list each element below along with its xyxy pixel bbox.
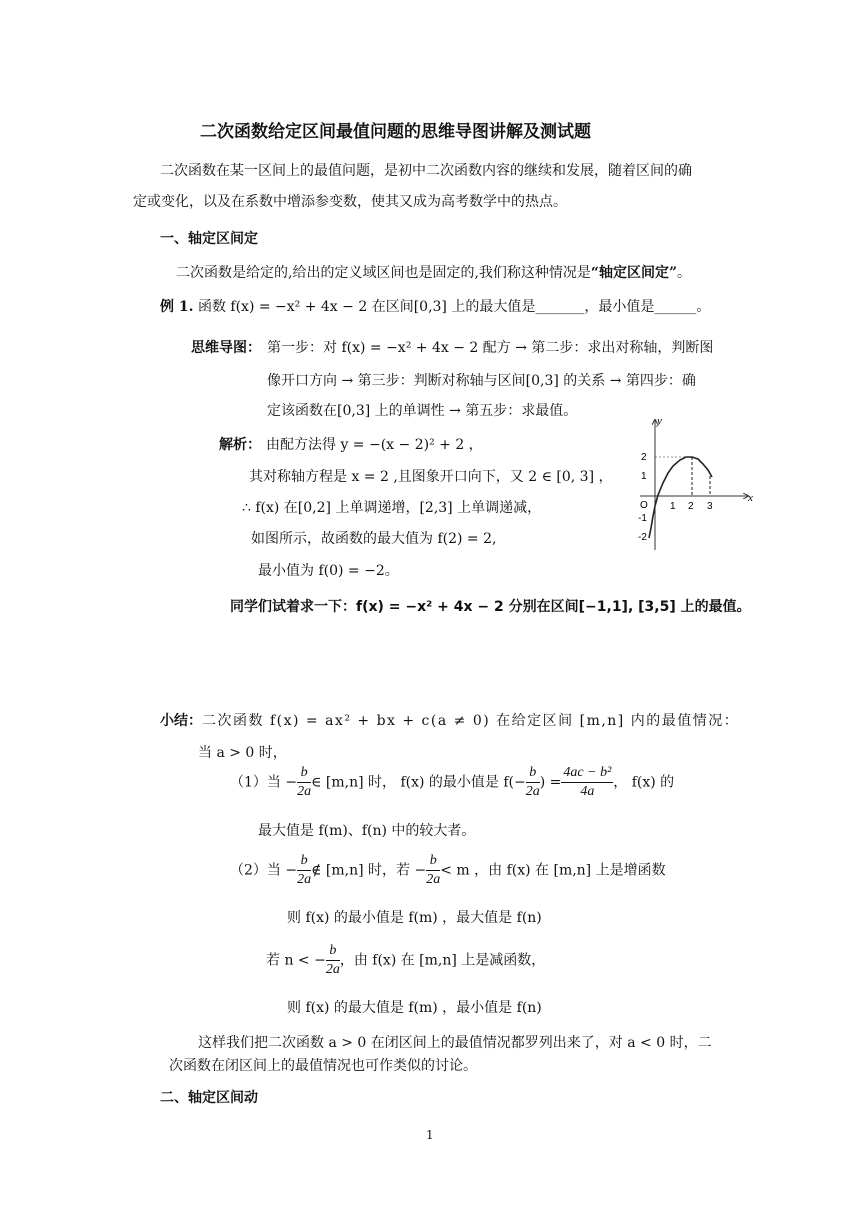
- section1-heading: 一、轴定区间定: [160, 231, 258, 247]
- mindmap-label: 思维导图：: [191, 340, 261, 356]
- case2-pre: （2）当 −: [230, 862, 298, 879]
- case2-post: < m ，由 f(x) 在 [m,n] 上是增函数: [440, 862, 666, 879]
- x-tick-2: 2: [688, 501, 694, 512]
- summary-label: 小结：: [160, 713, 202, 729]
- fraction-den: 2a: [297, 784, 312, 799]
- section1-desc-bold: “轴定区间定”: [590, 265, 678, 281]
- fraction-b-2a: [326, 942, 340, 979]
- summary-case-a: 当 a > 0 时，: [198, 745, 287, 761]
- page-number: 1: [426, 1128, 434, 1142]
- mindmap-line-2: 像开口方向 → 第三步：判断对称轴与区间[0,3] 的关系 → 第四步：确: [267, 373, 696, 389]
- case2-mid: ∉ [m,n] 时，若 −: [311, 862, 427, 879]
- y-tick-2: 2: [641, 452, 647, 463]
- fraction-num: b: [297, 852, 311, 871]
- fraction-den: 2a: [297, 872, 312, 887]
- summary-intro: [160, 710, 739, 730]
- solution-line-5: 最小值为 f(0) = −2。: [258, 563, 399, 579]
- document-title: 二次函数给定区间最值问题的思维导图讲解及测试题: [200, 122, 591, 142]
- fraction-b-2a: [426, 852, 440, 889]
- case3-line2: 则 f(x) 的最大值是 f(m) ，最小值是 f(n): [287, 1000, 542, 1016]
- fraction-num: b: [326, 942, 340, 961]
- case1-line2: 最大值是 f(m)、f(n) 中的较大者。: [258, 823, 476, 839]
- x-label: x: [748, 492, 753, 504]
- case1-mid: ∈ [m,n] 时， f(x) 的最小值是 f(−: [311, 774, 526, 791]
- fraction-b-2a-inner: [526, 764, 540, 801]
- fraction-b-2a: [297, 764, 311, 801]
- fraction-den: 2a: [525, 784, 540, 799]
- example1-text: 函数 f(x) = −x² + 4x − 2 在区间[0,3] 上的最大值是_______，最小值是______。: [197, 299, 711, 315]
- example1: [160, 296, 710, 316]
- summary-text: 二次函数 f(x) = ax² + bx + c(a ≠ 0) 在给定区间 [m,n] 内的最值情况：: [202, 713, 740, 729]
- origin-label: O: [640, 500, 648, 511]
- case2-line2: 则 f(x) 的最小值是 f(m) ，最大值是 f(n): [287, 910, 542, 926]
- mindmap-line-1: 第一步：对 f(x) = −x² + 4x − 2 配方 → 第二步：求出对称轴，判断图: [267, 340, 714, 356]
- solution-line-3: ∴ f(x) 在[0,2] 上单调递增，[2,3] 上单调递减，: [242, 500, 542, 516]
- solution-label: 解析：: [219, 437, 261, 453]
- intro-line-1: 二次函数在某一区间上的最值问题，是初中二次函数内容的继续和发展，随着区间的确: [160, 163, 692, 179]
- fraction-b-2a: [297, 852, 311, 889]
- solution-line-4: 如图所示，故函数的最大值为 f(2) = 2,: [251, 531, 497, 547]
- intro-line-2: 定或变化，以及在系数中增添参变数，使其又成为高考数学中的热点。: [133, 194, 567, 210]
- case1-mid2: ) =: [539, 774, 562, 791]
- mindmap-line-3: 定该函数在[0,3] 上的单调性 → 第五步：求最值。: [267, 403, 578, 419]
- fraction-den: 2a: [325, 962, 340, 977]
- case1-pre: （1）当 −: [230, 774, 298, 791]
- parabola-curve: [649, 457, 712, 538]
- case2: [230, 852, 666, 889]
- case3-pre: 若 n < −: [266, 952, 326, 969]
- fraction-den: 4a: [580, 784, 595, 799]
- fraction-den: 2a: [426, 872, 441, 887]
- solution-line-1: 由配方法得 y = −(x − 2)² + 2 ，: [266, 437, 483, 453]
- x-tick-1: 1: [670, 501, 676, 512]
- section1-desc-text: 二次函数是给定的,给出的定义域区间也是固定的,我们称这种情况是: [176, 265, 591, 281]
- case3: [266, 942, 545, 979]
- section2-heading: 二、轴定区间动: [160, 1090, 258, 1106]
- case1: [230, 764, 674, 801]
- example1-label: 例 1.: [160, 299, 194, 315]
- y-tick-neg2: -2: [638, 532, 647, 543]
- section1-desc-end: 。: [677, 265, 692, 281]
- section1-desc: [176, 262, 691, 282]
- fraction-min-value: [561, 764, 613, 801]
- fraction-num: b: [526, 764, 540, 783]
- closing-line-2: 次函数在闭区间上的最值情况也可作类似的讨论。: [169, 1058, 477, 1074]
- x-tick-3: 3: [707, 501, 713, 512]
- fraction-num: b: [426, 852, 440, 871]
- y-tick-neg1: -1: [638, 513, 647, 524]
- exercise-prompt: 同学们试着求一下：f(x) = −x² + 4x − 2 分别在区间[−1,1], [3,5] 上的最值。: [230, 599, 751, 615]
- solution-line-2: 其对称轴方程是 x = 2 ,且图象开口向下，又 2 ∈ [0, 3] ，: [249, 469, 613, 485]
- parabola-graph: [630, 410, 760, 555]
- y-tick-1: 1: [641, 471, 647, 482]
- case3-post: ，由 f(x) 在 [m,n] 上是减函数，: [339, 952, 546, 969]
- fraction-num: 4ac − b²: [561, 764, 613, 783]
- y-label: y: [657, 415, 662, 427]
- case1-post: ， f(x) 的: [613, 774, 675, 791]
- closing-line-1: 这样我们把二次函数 a > 0 在闭区间上的最值情况都罗列出来了，对 a < 0 时，二: [198, 1035, 712, 1051]
- fraction-num: b: [297, 764, 311, 783]
